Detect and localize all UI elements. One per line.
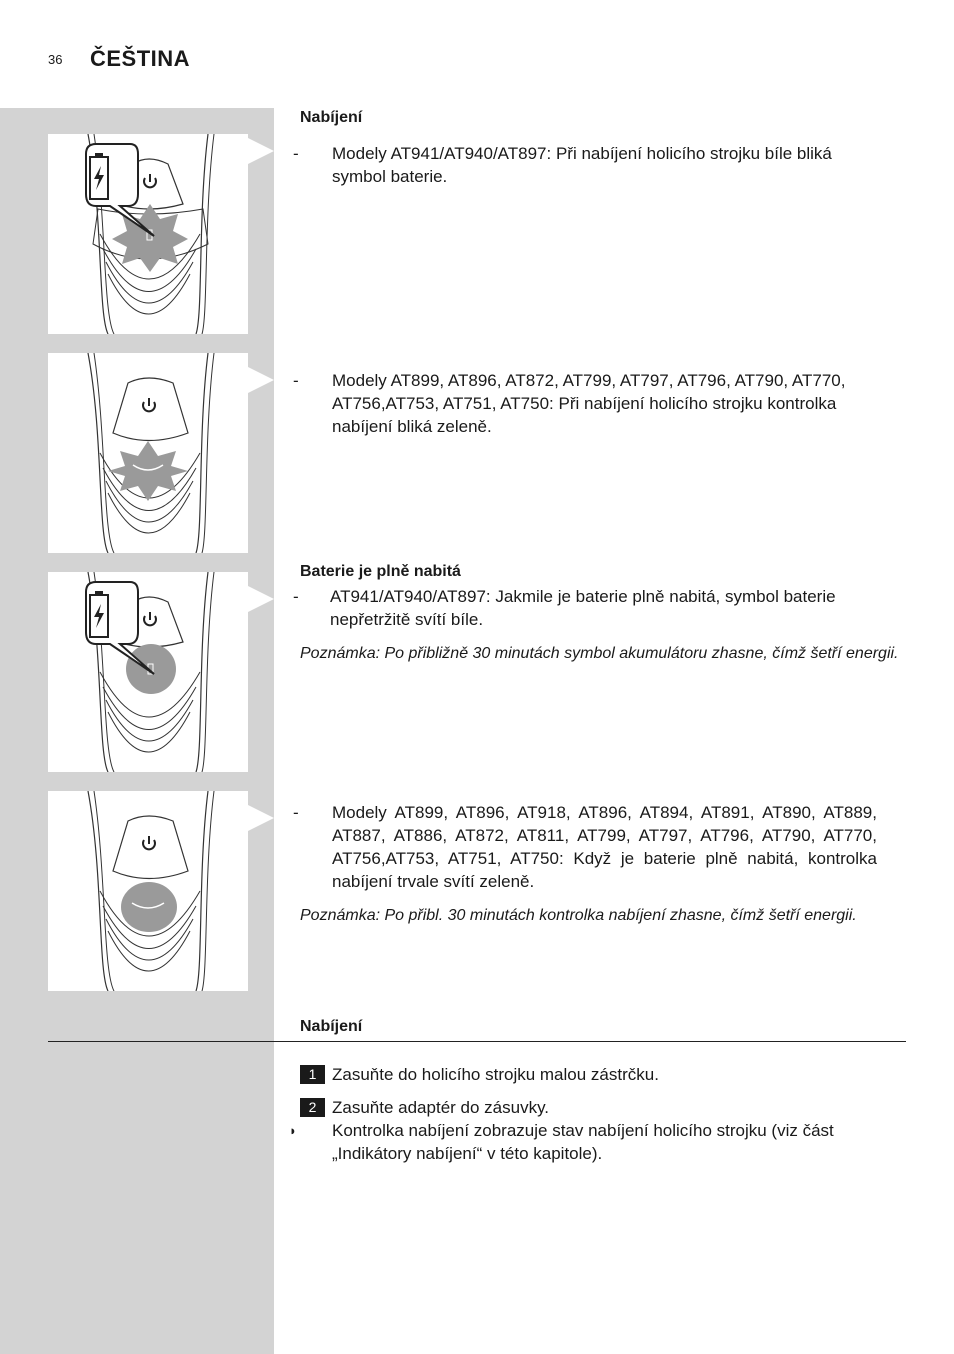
section-heading-full: Baterie je plně nabitá [300, 563, 461, 580]
section-heading-charging: Nabíjení [300, 109, 363, 126]
section-divider [48, 1041, 906, 1042]
item-text: Modely AT941/AT940/AT897: Při nabíjení holicího strojku bíle bliká symbol baterie. [332, 144, 832, 186]
dash-bullet: - [293, 587, 299, 606]
indicator-light [121, 882, 177, 932]
figure-led-blinking [48, 353, 248, 553]
section-heading-charging-2: Nabíjení [300, 1018, 363, 1035]
indicator-light [126, 644, 176, 694]
step-number: 1 [300, 1065, 325, 1084]
dash-bullet: - [293, 144, 299, 163]
step-text: Zasuňte do holicího strojku malou zástrčku. [332, 1065, 659, 1084]
note-text: Poznámka: Po přibl. 30 minutách kontrolka nabíjení zhasne, čímž šetří energii. [300, 907, 857, 924]
step-number: 2 [300, 1098, 325, 1117]
figure-pointer [248, 586, 274, 612]
item-text: Modely AT899, AT896, AT872, AT799, AT797, AT796, AT790, AT770, AT756,AT753, AT751, AT750: Při nabíjení holicího strojku kontrolka nabíjení bliká zeleně. [332, 371, 846, 436]
dash-bullet: - [293, 803, 299, 822]
item-text: AT941/AT940/AT897: Jakmile je baterie plně nabitá, symbol baterie nepřetržitě svítí bíle. [330, 587, 836, 629]
step-text: Zasuňte adaptér do zásuvky. [332, 1098, 550, 1117]
figure-pointer [248, 367, 274, 393]
result-text: Kontrolka nabíjení zobrazuje stav nabíjení holicího strojku (viz část „Indikátory nabíjení“ v této kapitole). [332, 1121, 834, 1163]
figure-pointer [248, 805, 274, 831]
figure-battery-blinking [48, 134, 248, 334]
note-text: Poznámka: Po přibližně 30 minutách symbol akumulátoru zhasne, čímž šetří energii. [300, 645, 899, 662]
blink-burst-icon [108, 441, 188, 501]
page-number: 36 [48, 52, 63, 67]
dash-bullet: - [293, 371, 299, 390]
item-text: Modely AT899, AT896, AT918, AT896, AT894, AT891, AT890, AT889, AT887, AT886, AT872, AT811, AT799, AT797, AT796, AT790, AT770, AT756,AT753, AT751, AT750: Když je baterie plně nabitá, kontrolka nabíjení trvale svítí zeleně. [332, 803, 877, 891]
figure-led-solid [48, 791, 248, 991]
result-arrow-icon: ◗ [289, 1123, 297, 1138]
figure-pointer [248, 138, 274, 164]
language-title: ČEŠTINA [90, 46, 191, 71]
figure-battery-solid [48, 572, 248, 772]
